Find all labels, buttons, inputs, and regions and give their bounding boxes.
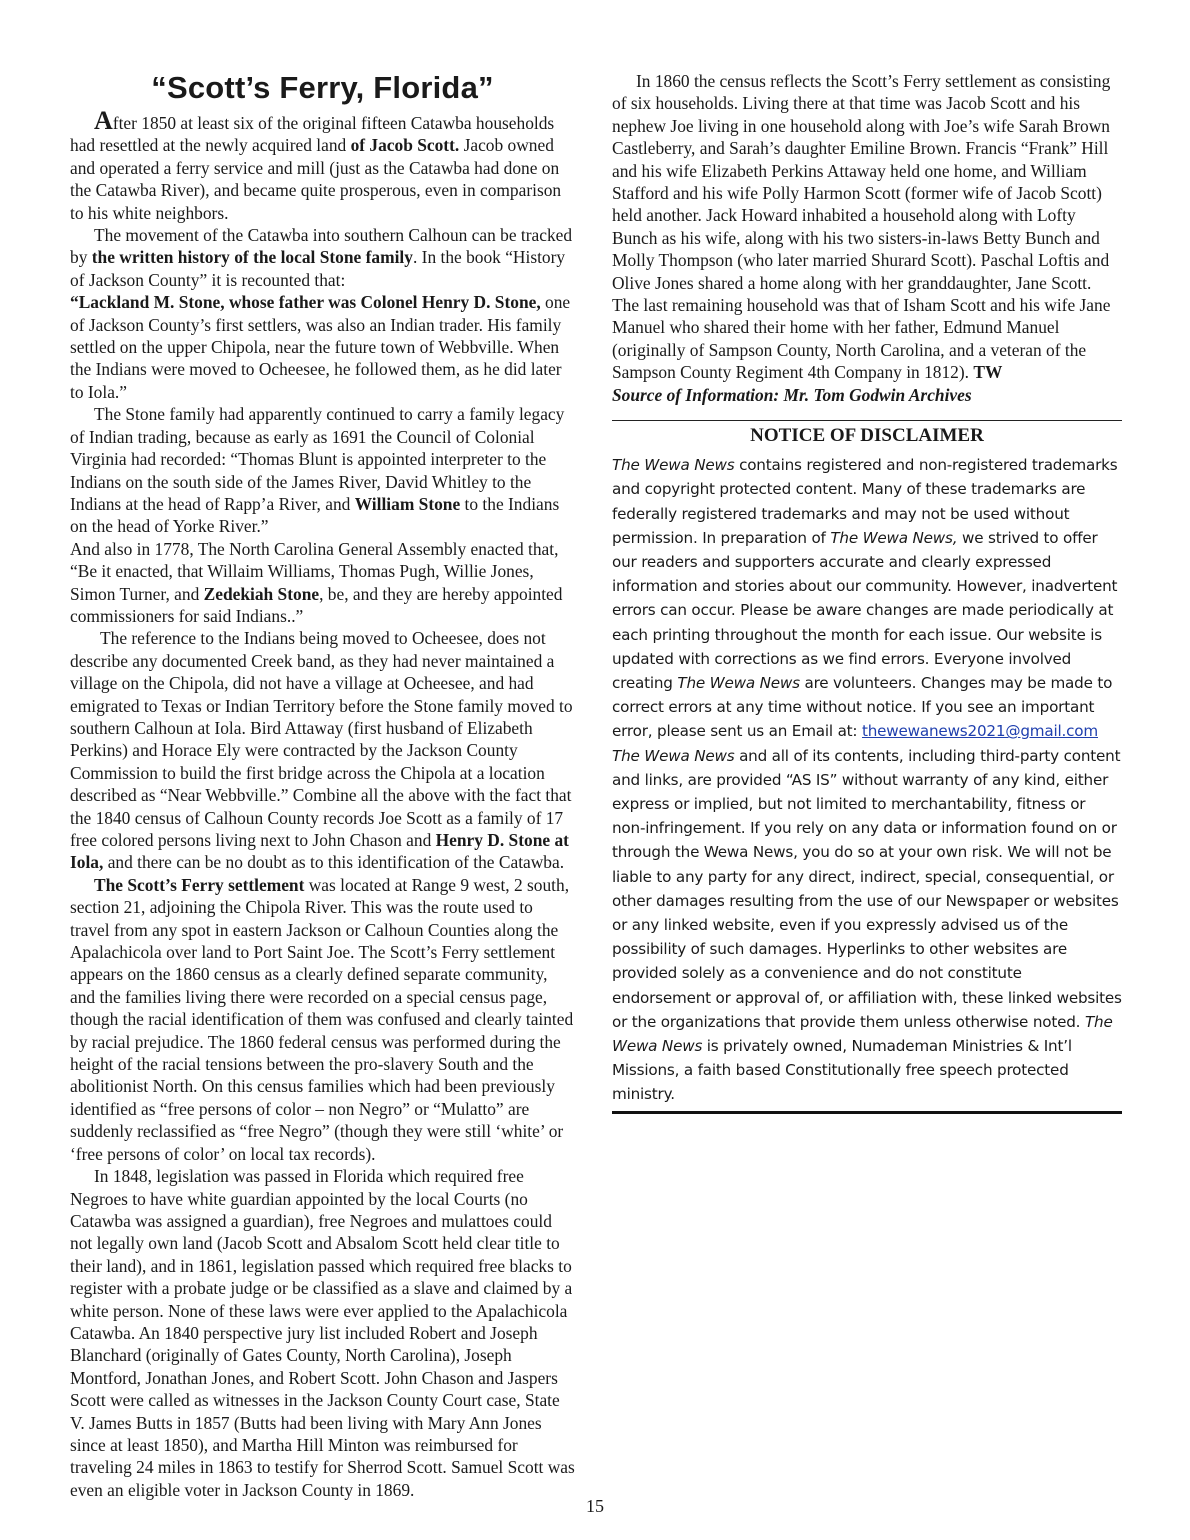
- text-run: contains registered and non-registered trademarks and copyright protected content. Many of these trademarks are federally registered trademarks and may not be used without permission. In preparation of: [612, 456, 1118, 547]
- bold-run: The Scott’s Ferry settlement: [94, 874, 305, 895]
- text-run: is privately owned, Numademan Ministries & Int’l Missions, a faith based Constitutionally free speech protected ministry.: [612, 1036, 1072, 1104]
- paragraph-7: [612, 70, 1122, 384]
- bold-run: the written history of the local Stone family: [91, 247, 413, 268]
- bold-run: “Lackland M. Stone, whose father was Colonel Henry D. Stone,: [70, 292, 541, 313]
- drop-cap: A: [94, 106, 113, 135]
- text-run: was located at Range 9 west, 2 south, section 21, adjoining the Chipola River. This was the route used to travel from any spot in eastern Jackson or Calhoun Counties along the Apalachicola over land to Port Saint Joe. The Scott’s Ferry settlement appears on the 1860 census as a clearly defined separate community, and the families living there were recorded on a special census page, though the racial identification of them was confused and clearly tainted by racial prejudice. The 1860 federal census was performed during the height of the racial tensions between the pro-slavery South and the abolitionist North. On this census families which had been previously identified as “free persons of color – non Negro” or “Mulatto” are suddenly reclassified as “free Negro” (though they were still ‘white’ or ‘free persons of color’ on local tax records).: [70, 874, 574, 1164]
- email-link[interactable]: thewewanews2021@gmail.com: [861, 722, 1098, 741]
- text-run: we strived to offer our readers and supporters accurate and clearly expressed information and stories about our community. However, inadvertent errors can occur. Please be aware changes are made periodically at each printing throughout the month for each issue. Our website is updated with corrections as we find errors. Everyone involved creating: [612, 528, 1118, 692]
- bottom-divider: [612, 1111, 1122, 1114]
- text-run: The movement of the Catawba into southern Calhoun can be tracked by: [70, 225, 573, 268]
- text-run: to the Indians on the head of Yorke River.”: [70, 493, 560, 537]
- paragraph-3-continued: [70, 538, 575, 628]
- author-initials: TW: [973, 362, 1003, 383]
- text-run: . In the book “History of Jackson County” it is recounted that:: [70, 247, 566, 290]
- italic-run: The Wewa News: [612, 746, 735, 765]
- disclaimer-text: [612, 453, 1122, 1106]
- text-run: The reference to the Indians being moved to Ocheesee, does not describe any documented Creek band, as they had never maintained a village on the Chipola, did not have a village at Ocheesee, and had emigrated to Texas or Indian Territory before the Stone family moved to southern Calhoun at Iola. Bird Attaway (first husband of Elizabeth Perkins) and Horace Ely were contracted by the Jackson County Commission to build the first bridge across the Chipola at a location described as “Near Webbville.” Combine all the above with the fact that the 1840 census of Calhoun County records Joe Scott as a family of 17 free colored persons living next to John Chason and: [70, 628, 573, 850]
- article-body-right: [612, 70, 1122, 406]
- paragraph-4: [70, 627, 575, 873]
- source-line: [612, 384, 1122, 406]
- paragraph-6: [70, 1165, 575, 1501]
- source-text: Source of Information: Mr. Tom Godwin Archives: [612, 384, 972, 405]
- disclaimer-box: [612, 425, 1122, 1113]
- paragraph-1: [70, 106, 575, 224]
- divider: [612, 420, 1122, 421]
- text-run: , be, and they are hereby appointed commissioners for said Indians..”: [70, 583, 563, 626]
- paragraph-5: [70, 874, 575, 1165]
- italic-run: The Wewa News: [612, 1012, 1113, 1055]
- text-run: and there can be no doubt as to this identification of the Catawba.: [103, 852, 565, 873]
- page-number: 15: [586, 1496, 604, 1516]
- paragraph-2: [70, 224, 575, 291]
- left-column: [70, 70, 575, 1501]
- italic-run: The Wewa News: [612, 456, 735, 475]
- bold-run: Henry D. Stone at Iola,: [70, 830, 569, 873]
- text-run: one of Jackson County’s first settlers, was also an Indian trader. His family settled on the upper Chipola, near the future town of Webbville. When the Indians were moved to Ocheesee, he followed them, as he did later to Iola.”: [70, 292, 571, 402]
- article-title: “Scott’s Ferry, Florida”: [151, 70, 494, 105]
- italic-run: The Wewa News,: [830, 528, 958, 547]
- paragraph-3: [70, 403, 575, 537]
- article-body-left: [70, 106, 575, 1501]
- text-run: The Stone family had apparently continued to carry a family legacy of Indian trading, because as early as 1691 the Council of Colonial Virginia had recorded: “Thomas Blunt is appointed interpreter to the Indians on the south side of the James River, David Whitley to the Indians at the head of Rapp’a River, and: [70, 404, 565, 514]
- right-column: [612, 70, 1122, 1114]
- bold-run: Zedekiah Stone: [203, 583, 320, 604]
- text-run: fter 1850 at least six of the original fifteen Catawba households had resettled at the newly acquired land: [70, 113, 555, 156]
- text-run: In 1860 the census reflects the Scott’s Ferry settlement as consisting of six households. Living there at that time was Jacob Scott and his nephew Joe living in one household along with Joe’s wife Sarah Brown Castleberry, and Sarah’s daughter Emiline Brown. Francis “Frank” Hill and his wife Elizabeth Perkins Attaway held one home, and William Stafford and his wife Polly Harmon Scott (former wife of Jacob Scott) held another. Jack Howard inhabited a household along with Lofty Bunch as his wife, along with his two sisters-in-laws Betty Bunch and Molly Thompson (who later married Shurard Scott). Paschal Loftis and Olive Jones shared a home along with her granddaughter, Jane Scott. The last remaining household was that of Isham Scott and his wife Jane Manuel who shared their home with her father, Edmund Manuel (originally of Sampson County, North Carolina, and a veteran of the Sampson County Regiment 4th Company in 1812).: [612, 71, 1111, 383]
- italic-run: The Wewa News: [677, 673, 800, 692]
- disclaimer-heading: NOTICE OF DISCLAIMER: [750, 425, 984, 447]
- text-run: and all of its contents, including third-party content and links, are provided “AS IS” without warranty of any kind, either express or implied, but not limited to merchantability, fitness or non-infringement. If you rely on any data or information found on or through the Wewa News, you do so at your own risk. We will not be liable to any party for any direct, indirect, special, consequential, or other damages resulting from the use of our Newspaper or websites or any linked website, even if you expressly advised us of the possibility of such damages. Hyperlinks to other websites are provided solely as a convenience and do not constitute endorsement or approval of, or affiliation with, these linked websites or the organizations that provide them unless otherwise noted.: [612, 746, 1122, 1031]
- text-run: And also in 1778, The North Carolina General Assembly enacted that, “Be it enacted, that Willaim Williams, Thomas Pugh, Willie Jones, Simon Turner, and: [70, 538, 559, 604]
- bold-run: William Stone: [354, 493, 461, 514]
- text-run: are volunteers. Changes may be made to correct errors at any time without notice. If you see an important error, please sent us an Email at:: [612, 673, 1113, 741]
- text-run: In 1848, legislation was passed in Florida which required free Negroes to have white guardian appointed by the local Courts (no Catawba was assigned a guardian), free Negroes and mulattoes could not legally own land (Jacob Scott and Absalom Scott held clear title to their land), and in 1861, legislation passed which required free blacks to register with a probate judge or be classified as a slave and claimed by a white person. None of these laws were ever applied to the Apalachicola Catawba. An 1840 perspective jury list included Robert and Joseph Blanchard (originally of Gates County, North Carolina), Joseph Montford, Jonathan Jones, and Robert Scott. John Chason and Jaspers Scott were called as witnesses in the Jackson County Court case, State V. James Butts in 1857 (Butts had been living with Mary Ann Jones since at least 1850), and Martha Hill Minton was reimbursed for traveling 24 miles in 1863 to testify for Sherrod Scott. Samuel Scott was even an eligible voter in Jackson County in 1869.: [70, 1166, 575, 1500]
- bold-run: of Jacob Scott.: [350, 135, 460, 156]
- text-run: Jacob owned and operated a ferry service and mill (just as the Catawba had done on the Catawba River), and became quite prosperous, even in comparison to his white neighbors.: [70, 135, 562, 223]
- paragraph-2-quote: [70, 291, 575, 403]
